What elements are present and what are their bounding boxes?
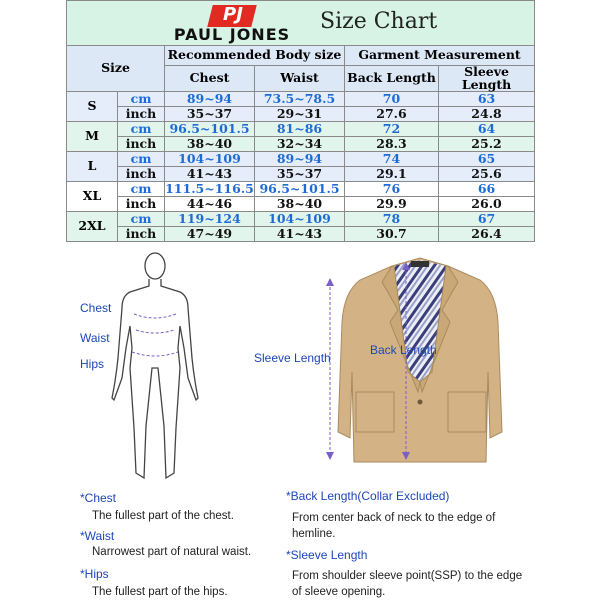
value-inch-cell: 27.6 bbox=[345, 107, 439, 122]
def-hips-text: The fullest part of the hips. bbox=[92, 586, 228, 598]
col-header-sleeve-length: Sleeve Length bbox=[439, 66, 535, 92]
value-inch-cell: 30.7 bbox=[345, 227, 439, 242]
size-cell: L bbox=[67, 152, 118, 182]
def-sleeve-length-heading: *Sleeve Length bbox=[286, 548, 368, 562]
def-sleeve-length-text: From shoulder sleeve point(SSP) to the edge of sleeve opening. bbox=[292, 570, 523, 598]
value-inch-cell: 25.2 bbox=[439, 137, 535, 152]
def-waist-heading: *Waist bbox=[80, 529, 115, 543]
col-header-chest: Chest bbox=[165, 66, 255, 92]
size-cell: M bbox=[67, 122, 118, 152]
table-row bbox=[67, 167, 535, 182]
def-waist-text: Narrowest part of natural waist. bbox=[92, 546, 252, 558]
def-chest-text: The fullest part of the chest. bbox=[92, 510, 234, 522]
unit-inch-cell: inch bbox=[118, 167, 165, 182]
table-row bbox=[67, 122, 535, 137]
value-cm-cell: 111.5~116.5 bbox=[165, 180, 254, 196]
label-chest: Chest bbox=[80, 301, 112, 315]
unit-cm-cell: cm bbox=[118, 182, 165, 197]
brand-logo-letters: PJ bbox=[223, 4, 243, 25]
table-row bbox=[67, 197, 535, 212]
col-header-waist: Waist bbox=[255, 66, 345, 92]
value-inch-cell: 38~40 bbox=[255, 197, 345, 212]
unit-cm-cell: cm bbox=[118, 152, 165, 167]
value-cm-cell: 81~86 bbox=[255, 122, 345, 137]
value-inch-cell: 29~31 bbox=[255, 107, 345, 122]
value-inch-cell: 41~43 bbox=[255, 227, 345, 242]
table-row bbox=[67, 107, 535, 122]
size-cell: XL bbox=[67, 182, 118, 212]
def-hips-heading: *Hips bbox=[80, 567, 109, 581]
unit-inch-cell: inch bbox=[118, 197, 165, 212]
value-cm-cell: 63 bbox=[439, 92, 535, 107]
value-inch-cell: 26.0 bbox=[439, 197, 535, 212]
body-silhouette-figure bbox=[100, 248, 210, 488]
col-header-back-length: Back Length bbox=[345, 66, 439, 92]
value-cm-cell: 89~94 bbox=[255, 152, 345, 167]
unit-inch-cell: inch bbox=[118, 107, 165, 122]
table-row bbox=[67, 212, 535, 227]
label-sleeve-length: Sleeve Length bbox=[254, 351, 331, 365]
label-back-length: Back Length bbox=[370, 343, 437, 357]
value-cm-cell: 119~124 bbox=[165, 212, 255, 227]
value-cm-cell: 104~109 bbox=[165, 152, 255, 167]
label-hips: Hips bbox=[80, 357, 105, 371]
brand-name: PAUL JONES bbox=[173, 25, 291, 44]
value-inch-cell: 24.8 bbox=[439, 107, 535, 122]
unit-inch-cell: inch bbox=[118, 137, 165, 152]
def-back-length-heading: *Back Length(Collar Excluded) bbox=[286, 489, 450, 503]
value-cm-cell: 73.5~78.5 bbox=[255, 92, 345, 107]
value-cm-cell: 89~94 bbox=[165, 92, 255, 107]
body-size-group-header: Recommended Body size bbox=[165, 46, 345, 66]
unit-inch-cell: inch bbox=[118, 227, 165, 242]
value-cm-cell: 66 bbox=[439, 182, 535, 197]
page-title: Size Chart bbox=[320, 9, 438, 34]
value-cm-cell: 74 bbox=[345, 152, 439, 167]
value-cm-cell: 78 bbox=[345, 212, 439, 227]
unit-cm-cell: cm bbox=[118, 212, 165, 227]
value-cm-cell: 72 bbox=[345, 122, 439, 137]
value-cm-cell: 104~109 bbox=[255, 212, 345, 227]
value-cm-cell: 67 bbox=[439, 212, 535, 227]
def-back-length-text: From center back of neck to the edge of hemline. bbox=[292, 512, 496, 540]
value-inch-cell: 29.1 bbox=[345, 167, 439, 182]
table-row bbox=[67, 182, 535, 197]
table-row bbox=[67, 92, 535, 107]
garment-group-header: Garment Measurement bbox=[345, 46, 535, 66]
value-cm-cell: 76 bbox=[345, 182, 439, 197]
table-row bbox=[67, 152, 535, 167]
jacket-figure bbox=[320, 252, 520, 472]
value-cm-cell: 65 bbox=[439, 152, 535, 167]
value-inch-cell: 32~34 bbox=[255, 137, 345, 152]
value-cm-cell: 70 bbox=[345, 92, 439, 107]
value-inch-cell: 29.9 bbox=[345, 197, 439, 212]
value-inch-cell: 25.6 bbox=[439, 167, 535, 182]
label-waist: Waist bbox=[80, 331, 110, 345]
unit-cm-cell: cm bbox=[118, 92, 165, 107]
value-inch-cell: 28.3 bbox=[345, 137, 439, 152]
table-row bbox=[67, 137, 535, 152]
value-inch-cell: 41~43 bbox=[165, 167, 255, 182]
value-inch-cell: 35~37 bbox=[165, 107, 255, 122]
def-chest-heading: *Chest bbox=[80, 491, 117, 505]
value-inch-cell: 44~46 bbox=[165, 197, 255, 212]
value-inch-cell: 35~37 bbox=[255, 167, 345, 182]
value-cm-cell: 64 bbox=[439, 122, 535, 137]
size-cell: S bbox=[67, 92, 118, 122]
size-cell: 2XL bbox=[67, 212, 118, 242]
table-row bbox=[67, 227, 535, 242]
value-inch-cell: 47~49 bbox=[165, 227, 255, 242]
value-inch-cell: 38~40 bbox=[165, 137, 255, 152]
size-column-header: Size bbox=[67, 46, 165, 92]
value-cm-cell: 96.5~101.5 bbox=[255, 182, 345, 197]
unit-cm-cell: cm bbox=[118, 122, 165, 137]
value-cm-cell: 96.5~101.5 bbox=[165, 122, 255, 137]
value-inch-cell: 26.4 bbox=[439, 227, 535, 242]
